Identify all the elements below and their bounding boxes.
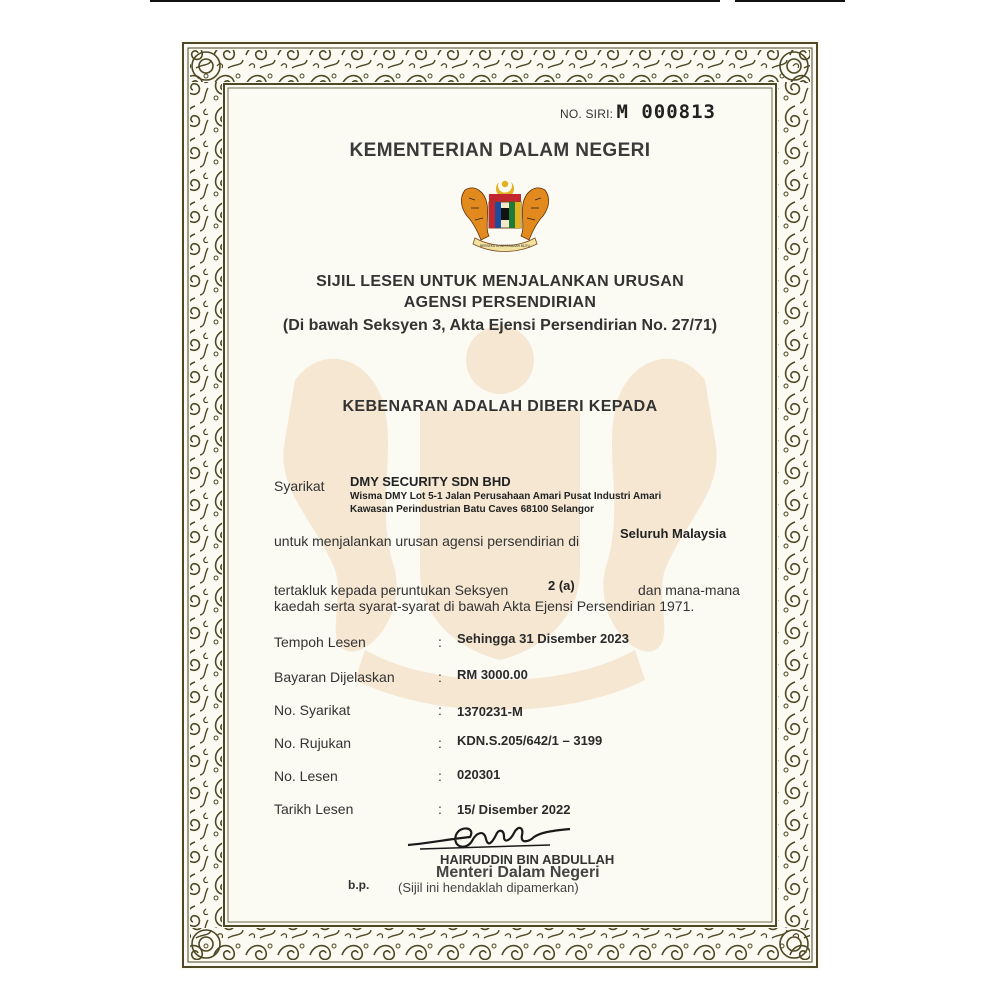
- serial-label: NO. SIRI:: [560, 107, 614, 121]
- company-address-line1: Wisma DMY Lot 5-1 Jalan Perusahaan Amari Pusat Industri Amari: [350, 491, 662, 502]
- field-value-no-lesen: 020301: [457, 767, 501, 782]
- scan-edge-line: [150, 0, 720, 2]
- field-colon: :: [438, 702, 442, 718]
- signatory-name: HAIRUDDIN BIN ABDULLAH: [440, 852, 615, 867]
- provision-and-text: dan mana-mana: [638, 582, 740, 598]
- field-label-bayaran: Bayaran Dijelaskan: [274, 669, 395, 685]
- business-area: Seluruh Malaysia: [620, 526, 727, 541]
- field-label-no-rujukan: No. Rujukan: [274, 735, 352, 751]
- field-value-tarikh-lesen: 15/ Disember 2022: [457, 802, 571, 817]
- field-value-no-rujukan: KDN.S.205/642/1 – 3199: [457, 733, 603, 748]
- company-name: DMY SECURITY SDN BHD: [350, 474, 511, 489]
- company-address-line2: Kawasan Perindustrian Batu Caves 68100 Selangor: [350, 504, 594, 515]
- field-colon: :: [438, 669, 442, 685]
- bp-label: b.p.: [348, 878, 370, 892]
- provision-label: tertakluk kepada peruntukan Seksyen: [274, 582, 509, 598]
- scan-edge-line: [735, 0, 845, 2]
- display-notice: (Sijil ini hendaklah dipamerkan): [398, 880, 579, 895]
- serial-number: [560, 101, 716, 123]
- granted-to-heading: KEBENARAN ADALAH DIBERI KEPADA: [342, 398, 658, 415]
- company-label: Syarikat: [274, 478, 325, 494]
- certificate-act-reference: (Di bawah Seksyen 3, Akta Ejensi Persendirian No. 27/71): [282, 317, 718, 334]
- ministry-heading: KEMENTERIAN DALAM NEGERI: [349, 140, 651, 161]
- certificate-title-line1: SIJIL LESEN UNTUK MENJALANKAN URUSAN: [316, 273, 684, 290]
- malaysia-coat-of-arms-icon: [455, 178, 555, 253]
- field-label-tempoh: Tempoh Lesen: [274, 634, 366, 650]
- signatory-title: Menteri Dalam Negeri: [436, 864, 600, 881]
- field-colon: :: [438, 801, 442, 817]
- provision-line2: kaedah serta syarat-syarat di bawah Akta Ejensi Persendirian 1971.: [274, 598, 695, 614]
- field-colon: :: [438, 768, 442, 784]
- serial-value: M 000813: [616, 101, 716, 123]
- provision-section: 2 (a): [548, 578, 575, 593]
- field-value-bayaran: RM 3000.00: [457, 667, 528, 682]
- field-colon: :: [438, 634, 442, 650]
- field-colon: :: [438, 735, 442, 751]
- field-label-no-syarikat: No. Syarikat: [274, 702, 351, 718]
- field-label-no-lesen: No. Lesen: [274, 768, 338, 784]
- field-value-no-syarikat: 1370231-M: [457, 704, 523, 719]
- field-value-tempoh: Sehingga 31 Disember 2023: [457, 631, 629, 646]
- certificate-title-line2: AGENSI PERSENDIRIAN: [403, 294, 597, 311]
- crest-motto: BERSEKUTU BERTAMBAH MUTU: [479, 244, 531, 248]
- field-label-tarikh-lesen: Tarikh Lesen: [274, 801, 354, 817]
- business-label: untuk menjalankan urusan agensi persendirian di: [274, 533, 580, 549]
